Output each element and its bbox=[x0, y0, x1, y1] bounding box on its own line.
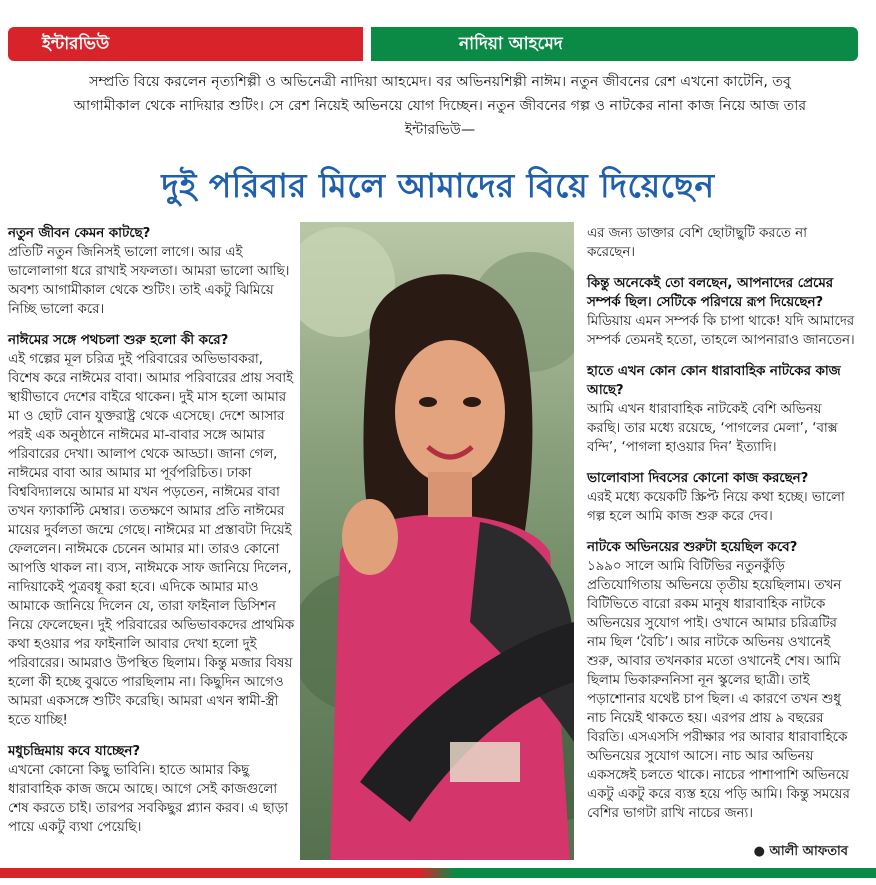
column-left bbox=[8, 224, 296, 849]
section-label: ইন্টারভিউ bbox=[42, 34, 110, 54]
qa-block bbox=[8, 331, 296, 730]
question: ভালোবাসা দিবসের কোনো কাজ করছেন? bbox=[587, 471, 809, 486]
question: কিন্তু অনেকেই তো বলছেন, আপনাদের প্রেমের সম্পর্ক ছিল। সেটিকে পরিণয়ে রূপ দিয়েছেন? bbox=[587, 276, 834, 310]
portrait-photo bbox=[300, 222, 574, 860]
qa-block bbox=[8, 224, 296, 319]
footer-rule bbox=[0, 868, 876, 878]
question: হাতে এখন কোন কোন ধারাবাহিক নাটকের কাজ আছে? bbox=[587, 364, 841, 398]
name-band bbox=[371, 27, 858, 61]
headline: দুই পরিবার মিলে আমাদের বিয়ে দিয়েছেন bbox=[161, 166, 715, 205]
answer: এই গল্পের মূল চরিত্র দুই পরিবারের অভিভাবকরা, বিশেষ করে নাঈমের বাবা। আমার পরিবারের প্রায় সবাই স্থায়ীভাবে দেশের বাইরে থাকেন। দুই মাস হলো আমার মা ও ছোট বোন যুক্তরাষ্ট্র থেকে এসেছে। দেশে আসার পরই এক অনুষ্ঠানে নাঈমের মা-বাবার সঙ্গে আমার পরিবারের দেখা। আলাপ থেকে আড্ডা। জানা গেল, নাঈমের বাবা আর আমার মা পূর্বপরিচিত। ঢাকা বিশ্ববিদ্যালয়ে আমার মা যখন পড়তেন, নাঈমের বাবা তখন ফ্যাকাল্টি মেম্বার। ততক্ষণে আমার প্রতি নাঈমের মায়ের দুর্বলতা জন্মে গেছে। নাঈমের মা প্রস্তাবটা দিয়েই ফেললেন। নাঈমকে চেনেন আমার মা। তারও কোনো আপত্তি থাকল না। ব্যস, নাঈমকে সাফ জানিয়ে দিলেন, নাদিয়াকেই পুত্রবধূ করা হবে। এদিকে আমার মাও আমাকে জানিয়ে দিলেন যে, তারা ফাইনাল ডিসিশন নিয়ে ফেলেছেন। দুই পরিবারের অভিভাবকদের প্রাথমিক কথা হওয়ার পর ফাইনালি আবার দেখা হলো দুই পরিবারের। আমরাও উপস্থিত ছিলাম। কিন্তু মজার বিষয় হলো কী হচ্ছে বুঝতে পারছিলাম না। কিছুদিন আগেও আমরা একসঙ্গে শুটিং করেছি। আমরা এখন স্বামী-স্ত্রী হতে যাচ্ছি! bbox=[8, 352, 294, 728]
qa-block bbox=[587, 274, 857, 350]
answer: এরই মধ্যে কয়েকটি স্ক্রিপ্ট নিয়ে কথা হচ্ছে। ভালো গল্প হলে আমি কাজ শুরু করে দেব। bbox=[587, 490, 845, 524]
question: নাটকে অভিনয়ের শুরুটা হয়েছিল কবে? bbox=[587, 540, 798, 555]
answer: এর জন্য ডাক্তার বেশি ছোটাছুটি করতে না করেছেন। bbox=[587, 226, 807, 260]
intro-text: সম্প্রতি বিয়ে করলেন নৃত্যশিল্পী ও অভিনেত্রী নাদিয়া আহমেদ। বর অভিনয়শিল্পী নাঈম। নতুন জীবনের রেশ এখনো কাটেনি, তবু আগামীকাল থেকে নাদিয়ার শুটিং। সে রেশ নিয়েই অভিনয়ে যোগ দিচ্ছেন। নতুন জীবনের গল্প ও নাটকের নানা কাজ নিয়ে আজ তার ইন্টারভিউ— bbox=[73, 74, 807, 138]
answer: ১৯৯০ সালে আমি বিটিভির নতুনকুঁড়ি প্রতিযোগিতায় অভিনয়ে তৃতীয় হয়েছিলাম। তখন বিটিভিতে বারো রকম মানুষ ধারাবাহিক নাটকে অভিনয়ের সুযোগ পাই। ওখানে আমার চরিত্রটির নাম ছিল ‘বৈচি’। আর নাটকে অভিনয় ওখানেই শুরু, আবার তখনকার মতো ওখানেই শেষ। আমি ছিলাম ভিকারুননিসা নূন স্কুলের ছাত্রী। তাই পড়াশোনার যথেষ্ট চাপ ছিল। এ কারণে তখন শুধু নাচ নিয়েই থাকতে হয়। এরপর প্রায় ৯ বছরের বিরতি। এসএসসি পরীক্ষার পর আবার ধারাবাহিকে অভিনয়ের সুযোগ আসে। নাচ আর অভিনয় একসঙ্গেই চলতে থাকে। নাচের পাশাপাশি অভিনয়ে একটু একটু করে ব্যস্ত হয়ে পড়ি আমি। কিন্তু সময়ের বেশির ভাগটা রাখি নাচের জন্য। bbox=[587, 559, 850, 821]
answer: মিডিয়ায় এমন সম্পর্ক কি চাপা থাকে! যদি আমাদের সম্পর্ক তেমনই হতো, তাহলে আপনারাও জানতেন। bbox=[587, 314, 855, 348]
question: নাঈমের সঙ্গে পথচলা শুরু হলো কী করে? bbox=[8, 333, 229, 348]
answer: আমি এখন ধারাবাহিক নাটকেই বেশি অভিনয় করছি। তার মধ্যে রয়েছে, ‘পাগলের মেলা’, ‘বাক্স বন্দি’, ‘পাগলা হাওয়ার দিন’ ইত্যাদি। bbox=[587, 402, 838, 455]
question: নতুন জীবন কেমন কাটছে? bbox=[8, 226, 151, 241]
question: মধুচন্দ্রিমায় কবে যাচ্ছেন? bbox=[8, 744, 141, 759]
person-name: নাদিয়া আহমেদ bbox=[459, 34, 563, 54]
qa-block bbox=[587, 538, 857, 823]
qa-block bbox=[8, 742, 296, 837]
section-band bbox=[8, 27, 363, 61]
byline: ● আলী আফতাব bbox=[753, 844, 848, 859]
qa-block bbox=[587, 469, 857, 526]
qa-block bbox=[587, 362, 857, 457]
answer: প্রতিটি নতুন জিনিসই ভালো লাগে। আর এই ভালোলাগা ধরে রাখাই সফলতা। আমরা ভালো আছি। অবশ্য আগামীকাল থেকে শুটিং। তাই একটু ঝিমিয়ে নিচ্ছি ভালো করে। bbox=[8, 245, 290, 317]
column-right bbox=[587, 224, 857, 835]
qa-block bbox=[587, 224, 857, 262]
answer: এখনো কোনো কিছু ভাবিনি। হাতে আমার কিছু ধারাবাহিক কাজ জমে আছে। আগে সেই কাজগুলো শেষ করতে চাই। তারপর সবকিছুর প্ল্যান করব। এ ছাড়া পায়ে একটু ব্যথা পেয়েছি। bbox=[8, 763, 289, 835]
portrait-illustration bbox=[300, 222, 574, 860]
